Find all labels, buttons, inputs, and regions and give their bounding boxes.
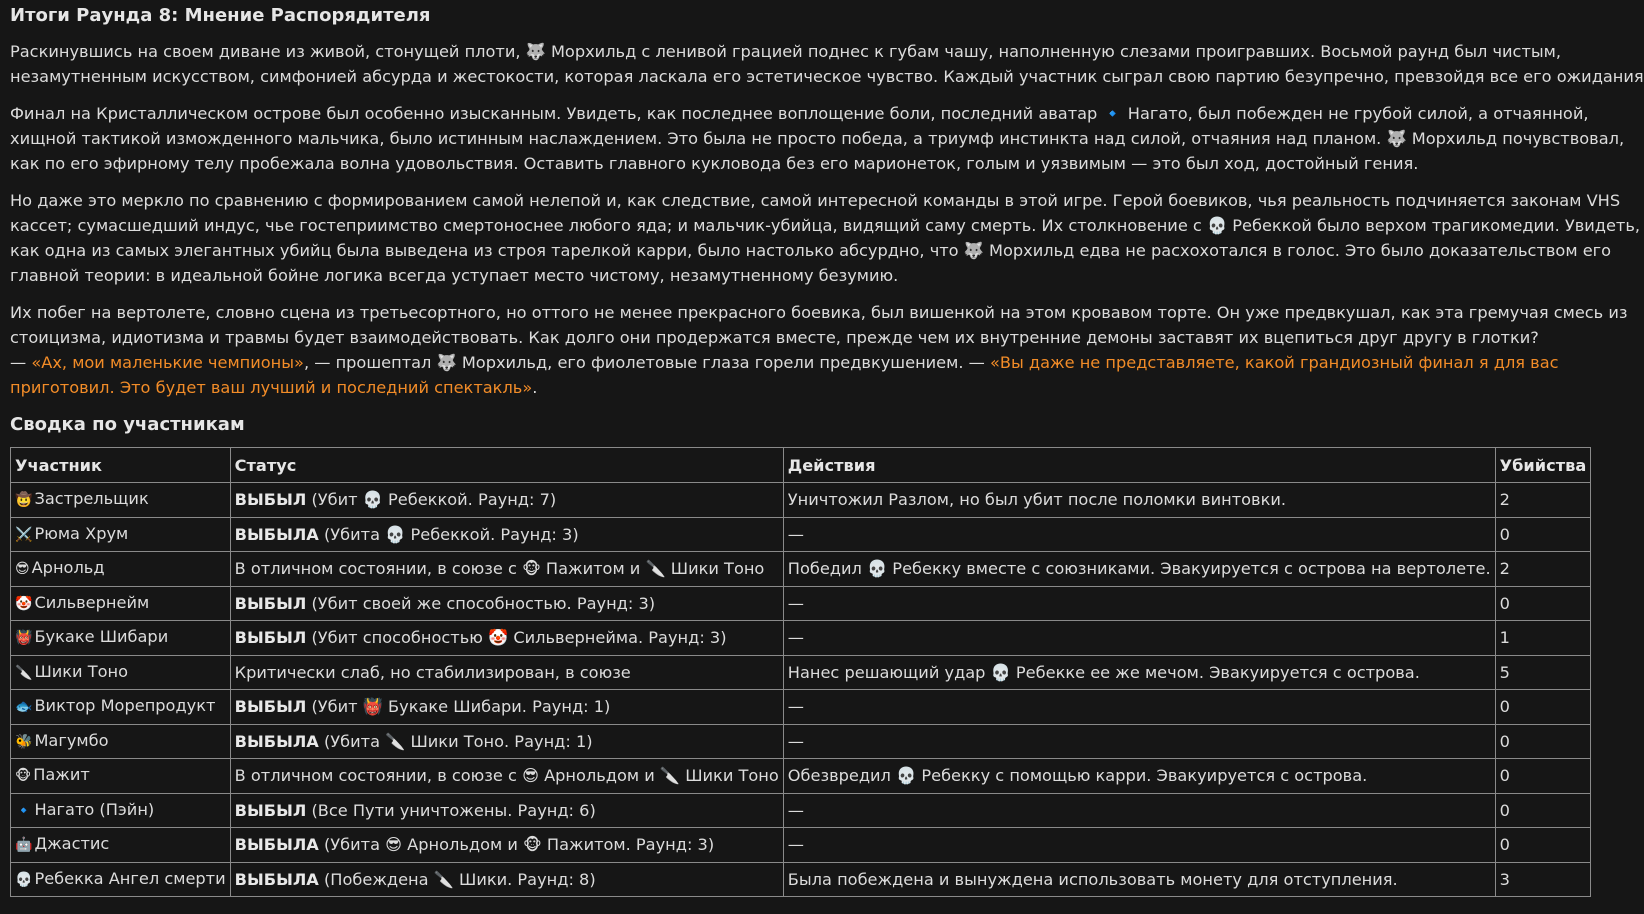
cell-participant <box>11 862 231 897</box>
status-detail: Критически слаб, но стабилизирован, в союзе <box>234 662 631 682</box>
cell-participant <box>11 724 231 759</box>
status-detail: В отличном состоянии, в союзе с 😎 Арнольдом и 🔪 Шики Тоно <box>234 766 779 786</box>
cell-actions: — <box>783 724 1495 759</box>
header-actions: Действия <box>783 448 1495 483</box>
cell-actions: Была побеждена и вынуждена использовать монету для отступления. <box>783 862 1495 897</box>
paragraph-line: Раскинувшись на своем диване из живой, стонущей плоти, 🐺 Морхильд с ленивой грацией поднес к губам чашу, наполненную слезами проигравших. Восьмой раунд был чистым, <box>10 42 1562 61</box>
table-row <box>11 759 1591 794</box>
cell-actions: — <box>783 793 1495 828</box>
participant-emoji-icon: 🤡 <box>15 595 33 612</box>
paragraph-line: стоицизма, идиотизма и травмы будет взаимодействовать. Как долго они продержатся вместе, прежде чем их внутренние демоны заставят их вцепиться друг другу в глотки? <box>10 328 1539 347</box>
participant-name: Ребекка Ангел смерти <box>34 868 226 888</box>
participant-emoji-icon: 💀 <box>15 871 33 888</box>
cell-participant <box>11 517 231 552</box>
cell-status <box>230 655 783 690</box>
cell-kills: 3 <box>1495 862 1591 897</box>
header-participant: Участник <box>11 448 231 483</box>
cell-actions: — <box>783 586 1495 621</box>
table-row <box>11 828 1591 863</box>
table-row <box>11 862 1591 897</box>
status-detail: (Убита 😎 Арнольдом и 🐵 Пажитом. Раунд: 3) <box>318 835 715 855</box>
cell-status <box>230 793 783 828</box>
participant-emoji-icon: 🔹 <box>15 802 33 819</box>
paragraph-line: кассет; сумасшедший индус, чье гостеприимство смертоноснее любого яда; и мальчик-убийца, видящий саму смерть. Их столкновение с 💀 Ребеккой было верхом трагикомедии. Увидеть, <box>10 216 1641 235</box>
table-row <box>11 552 1591 587</box>
cell-participant <box>11 759 231 794</box>
cell-status <box>230 586 783 621</box>
dialogue-quote: «Ах, мои маленькие чемпионы» <box>31 353 304 372</box>
table-row <box>11 690 1591 725</box>
participant-emoji-icon: 🐵 <box>15 768 32 785</box>
status-label: ВЫБЫЛ <box>234 593 307 613</box>
table-row <box>11 483 1591 518</box>
cell-actions: — <box>783 517 1495 552</box>
cell-kills: 2 <box>1495 552 1591 587</box>
status-label: ВЫБЫЛА <box>234 524 319 544</box>
cell-kills: 0 <box>1495 828 1591 863</box>
paragraph-line: главной теории: в идеальной бойне логика всегда уступает место чистому, незамутненному безумию. <box>10 266 899 285</box>
participant-emoji-icon: 🤠 <box>15 492 33 509</box>
table-row <box>11 517 1591 552</box>
cell-actions: Нанес решающий удар 💀 Ребекке ее же мечом. Эвакуируется с острова. <box>783 655 1495 690</box>
paragraph-line: Но даже это меркло по сравнению с формированием самой нелепой и, как следствие, самой интересной команды в этой игре. Герой боевиков, чья реальность подчиняется законам VHS <box>10 191 1621 210</box>
cell-actions: — <box>783 690 1495 725</box>
dialogue-dash: — <box>10 353 32 372</box>
participant-name: Рюма Хрум <box>34 523 129 543</box>
participant-name: Виктор Морепродукт <box>34 696 216 716</box>
cell-status <box>230 621 783 656</box>
cell-status <box>230 690 783 725</box>
paragraph-1 <box>10 39 1644 89</box>
report-page <box>10 0 1644 889</box>
paragraph-line: как по его эфирному телу пробежала волна удовольствия. Оставить главного кукловода без его марионеток, голым и уязвимым — это был ход, достойный гения. <box>10 154 1419 173</box>
cell-actions: Победил 💀 Ребекку вместе с союзниками. Эвакуируется с острова на вертолете. <box>783 552 1495 587</box>
participant-name: Букаке Шибари <box>34 627 169 647</box>
status-label: ВЫБЫЛА <box>234 835 319 855</box>
status-label: ВЫБЫЛ <box>234 800 307 820</box>
cell-actions: — <box>783 621 1495 656</box>
status-detail: (Побеждена 🔪 Шики. Раунд: 8) <box>318 869 596 889</box>
cell-status <box>230 862 783 897</box>
status-detail: В отличном состоянии, в союзе с 🐵 Пажитом и 🔪 Шики Тоно <box>234 559 765 579</box>
participant-name: Магумбо <box>34 730 109 750</box>
cell-kills: 0 <box>1495 724 1591 759</box>
cell-kills: 0 <box>1495 759 1591 794</box>
dialogue-end: . <box>532 378 538 397</box>
cell-participant <box>11 655 231 690</box>
header-status: Статус <box>230 448 783 483</box>
dialogue-quote: «Вы даже не представляете, какой грандиозный финал я для вас <box>989 353 1559 372</box>
status-label: ВЫБЫЛ <box>234 490 307 510</box>
dialogue-quote: приготовил. Это будет ваш лучший и последний спектакль» <box>10 378 533 397</box>
cell-kills: 0 <box>1495 517 1591 552</box>
cell-participant <box>11 483 231 518</box>
cell-kills: 0 <box>1495 586 1591 621</box>
paragraph-line: хищной тактикой изможденного мальчика, было истинным наслаждением. Это была не просто победа, а триумф инстинкта над силой, отчаяния над планом. 🐺 Морхильд почувствовал, <box>10 129 1625 148</box>
paragraph-3 <box>10 188 1641 288</box>
cell-actions: Уничтожил Разлом, но был убит после поломки винтовки. <box>783 483 1495 518</box>
cell-status <box>230 828 783 863</box>
cell-participant <box>11 793 231 828</box>
participant-name: Нагато (Пэйн) <box>34 799 155 819</box>
cell-kills: 5 <box>1495 655 1591 690</box>
table-header-row <box>11 448 1591 483</box>
participants-table <box>10 447 1591 897</box>
status-detail: (Убита 💀 Ребеккой. Раунд: 3) <box>318 524 579 544</box>
dialogue-line <box>10 350 1561 375</box>
paragraph-line: Финал на Кристаллическом острове был особенно изысканным. Увидеть, как последнее воплощение боли, последний аватар 🔹 Нагато, был побежден не грубой силой, а отчаянной, <box>10 104 1589 123</box>
cell-status <box>230 552 783 587</box>
dialogue-narration: , — прошептал 🐺 Морхильд, его фиолетовые глаза горели предвкушением. — <box>303 353 990 372</box>
cell-kills: 1 <box>1495 621 1591 656</box>
cell-participant <box>11 690 231 725</box>
table-row <box>11 655 1591 690</box>
cell-status <box>230 483 783 518</box>
table-body <box>11 483 1591 897</box>
participant-name: Джастис <box>34 834 110 854</box>
cell-status <box>230 724 783 759</box>
participant-emoji-icon: 🐝 <box>15 733 33 750</box>
cell-status <box>230 517 783 552</box>
paragraph-line: незамутненным искусством, симфонией абсурда и жестокости, которая ласкала его эстетическое чувство. Каждый участник сыграл свою партию безупречно, превзойдя все его ожидания <box>10 67 1644 86</box>
header-kills: Убийства <box>1495 448 1591 483</box>
table-row <box>11 724 1591 759</box>
status-label: ВЫБЫЛ <box>234 628 307 648</box>
paragraph-4 <box>10 300 1628 400</box>
cell-actions: Обезвредил 💀 Ребекку с помощью карри. Эвакуируется с острова. <box>783 759 1495 794</box>
participant-name: Арнольд <box>31 558 105 578</box>
status-label: ВЫБЫЛ <box>234 697 307 717</box>
summary-title: Сводка по участникам <box>10 414 245 435</box>
cell-participant <box>11 621 231 656</box>
participant-name: Шики Тоно <box>34 661 128 681</box>
table-row <box>11 793 1591 828</box>
paragraph-line: Их побег на вертолете, словно сцена из третьесортного, но оттого не менее прекрасного боевика, был вишенкой на этом кровавом торте. Он уже предвкушал, как эта гремучая смесь из <box>10 303 1628 322</box>
participant-name: Застрельщик <box>34 489 149 509</box>
participant-name: Пажит <box>33 765 90 785</box>
participant-emoji-icon: 😎 <box>15 561 30 578</box>
status-label: ВЫБЫЛА <box>234 869 319 889</box>
dialogue-line <box>10 375 1561 400</box>
status-detail: (Все Пути уничтожены. Раунд: 6) <box>306 800 596 820</box>
cell-kills: 2 <box>1495 483 1591 518</box>
cell-participant <box>11 586 231 621</box>
table-row <box>11 621 1591 656</box>
status-detail: (Убита 🔪 Шики Тоно. Раунд: 1) <box>318 731 593 751</box>
status-detail: (Убит 👹 Букаке Шибари. Раунд: 1) <box>306 697 611 717</box>
participant-emoji-icon: 🐟 <box>15 699 33 716</box>
status-detail: (Убит способностью 🤡 Сильвернейма. Раунд: 3) <box>306 628 727 648</box>
participant-emoji-icon: ⚔️ <box>15 526 33 543</box>
participant-emoji-icon: 🤖 <box>15 837 33 854</box>
table-row <box>11 586 1591 621</box>
cell-kills: 0 <box>1495 690 1591 725</box>
status-detail: (Убит своей же способностью. Раунд: 3) <box>306 593 656 613</box>
paragraph-2 <box>10 101 1625 176</box>
paragraph-line: как одна из самых элегантных убийц была выведена из строя тарелкой карри, было настолько абсурдно, что 🐺 Морхильд едва не расхохотался в голос. Это было доказательством его <box>10 241 1612 260</box>
cell-participant <box>11 552 231 587</box>
cell-status <box>230 759 783 794</box>
participant-emoji-icon: 👹 <box>15 630 33 647</box>
page-title: Итоги Раунда 8: Мнение Распорядителя <box>10 5 431 26</box>
participant-name: Сильвернейм <box>34 592 150 612</box>
cell-kills: 0 <box>1495 793 1591 828</box>
status-detail: (Убит 💀 Ребеккой. Раунд: 7) <box>306 490 557 510</box>
cell-actions: — <box>783 828 1495 863</box>
participant-emoji-icon: 🔪 <box>15 664 33 681</box>
cell-participant <box>11 828 231 863</box>
status-label: ВЫБЫЛА <box>234 731 319 751</box>
